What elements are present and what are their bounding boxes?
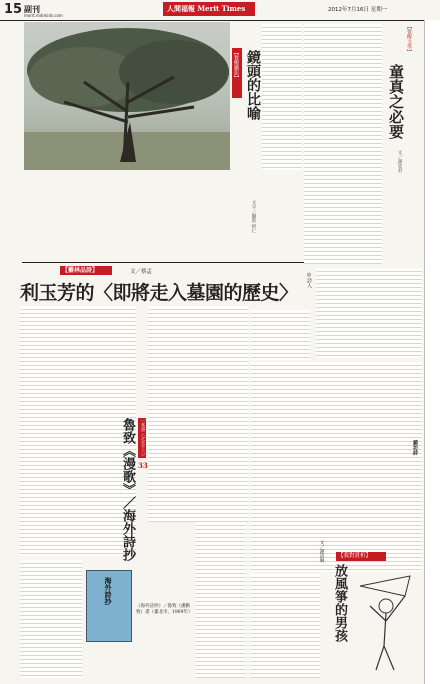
issue-date: 2012年7月16日 星期一 — [328, 7, 388, 13]
top-byline: 文／謝宜君 — [397, 150, 402, 173]
book-number: 33 — [138, 461, 148, 470]
main-headline: 利玉芳的〈即將走入墓園的歷史〉 — [20, 282, 298, 304]
poem-body — [316, 268, 422, 358]
column-body — [250, 574, 320, 678]
photo-byline: 文字／攝影 阿仁 — [251, 200, 256, 233]
top-body — [304, 24, 382, 264]
section-title: 副刊 — [24, 4, 40, 14]
top-title: 童真之必要 — [387, 64, 405, 139]
kite-boy-illustration — [350, 566, 422, 678]
main-byline: 文／蔡孟 — [130, 269, 153, 275]
photo-title: 鏡頭的比喻 — [245, 50, 261, 120]
book-body-right — [196, 522, 246, 678]
poem-label: ◎詩人 — [306, 272, 312, 288]
book-kicker: 一本書（之五十三） — [140, 418, 145, 459]
side-title: 鎮坊詩 — [412, 440, 418, 455]
book-title: 魯致《漫歌》／海外詩抄 — [120, 418, 135, 561]
main-kicker: 【藝林品詩】 — [62, 267, 99, 274]
book-cover-title: 海外詩抄 — [104, 577, 113, 605]
main-body-right — [250, 362, 422, 572]
top-kicker: 【覺醒文學】 — [406, 24, 412, 54]
newspaper-logo: 人間福報 Merit Times — [163, 2, 255, 16]
headline-rule — [22, 262, 304, 263]
poem-continuation — [250, 310, 310, 360]
book-body — [20, 560, 82, 678]
book-caption: 《海外詩抄》／魯致（潘勤致）書（臺北市，1969年） — [136, 604, 193, 615]
tree-photo — [24, 22, 230, 170]
book-cover — [86, 570, 132, 642]
column-title: 放風箏的男孩 — [332, 564, 347, 642]
right-margin-strip — [424, 20, 440, 684]
photo-kicker: 【覺醒攝影】 — [233, 50, 239, 80]
page-number: 15 — [4, 2, 23, 17]
site-url[interactable]: merit.mdnkids.com — [24, 13, 63, 18]
main-body-mid — [148, 306, 248, 522]
column-kicker: 【我對賞析】 — [338, 553, 372, 559]
tree-image — [24, 22, 230, 170]
column-byline: 文／謝詩琳 — [319, 540, 324, 563]
photo-caption-column — [262, 24, 302, 170]
